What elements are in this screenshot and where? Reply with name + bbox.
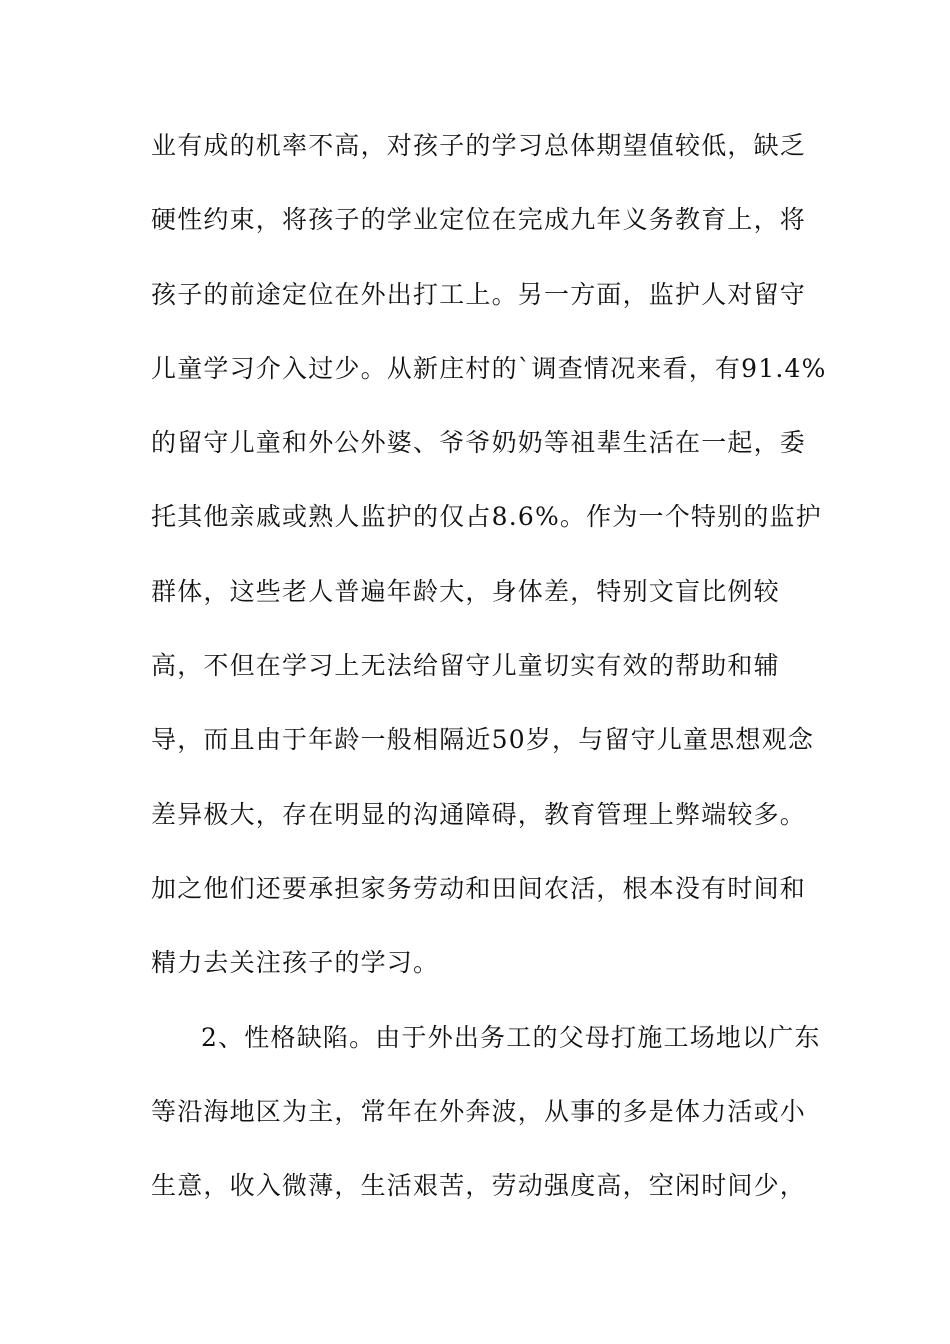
text-line: 高，不但在学习上无法给留守儿童切实有效的帮助和辅 [151, 651, 780, 681]
text-line: 导，而且由于年龄一般相隔近50岁，与留守儿童思想观念 [151, 725, 815, 755]
paragraph-2 [151, 1018, 821, 1241]
text-line: 儿童学习介入过少。从新庄村的`调查情况来看，有91.4% [151, 353, 827, 383]
text-line: 生意，收入微薄，生活艰苦，劳动强度高，空闲时间少， [151, 1171, 807, 1201]
text-line: 等沿海地区为主，常年在外奔波，从事的多是体力活或小 [151, 1096, 807, 1126]
text-line: 群体，这些老人普遍年龄大，身体差，特别文盲比例较 [151, 576, 780, 606]
text-line: 孩子的前途定位在外出打工上。另一方面，监护人对留守 [151, 279, 807, 309]
text-line: 精力去关注孩子的学习。 [151, 948, 440, 978]
text-line: 硬性约束，将孩子的学业定位在完成九年义务教育上，将 [151, 205, 807, 235]
text-line: 加之他们还要承担家务劳动和田间农活，根本没有时间和 [151, 873, 807, 903]
text-line: 业有成的机率不高，对孩子的学习总体期望值较低，缺乏 [151, 131, 807, 160]
text-line: 的留守儿童和外公外婆、爷爷奶奶等祖辈生活在一起，委 [151, 428, 807, 458]
text-line: 托其他亲戚或熟人监护的仅占8.6%。作为一个特别的监护 [151, 502, 822, 532]
text-line: 差异极大，存在明显的沟通障碍，教育管理上弊端较多。 [151, 799, 807, 829]
body-text [151, 126, 827, 1240]
text-line: 2、性格缺陷。由于外出务工的父母打施工场地以广东 [201, 1022, 821, 1052]
paragraph-1 [151, 126, 827, 1018]
